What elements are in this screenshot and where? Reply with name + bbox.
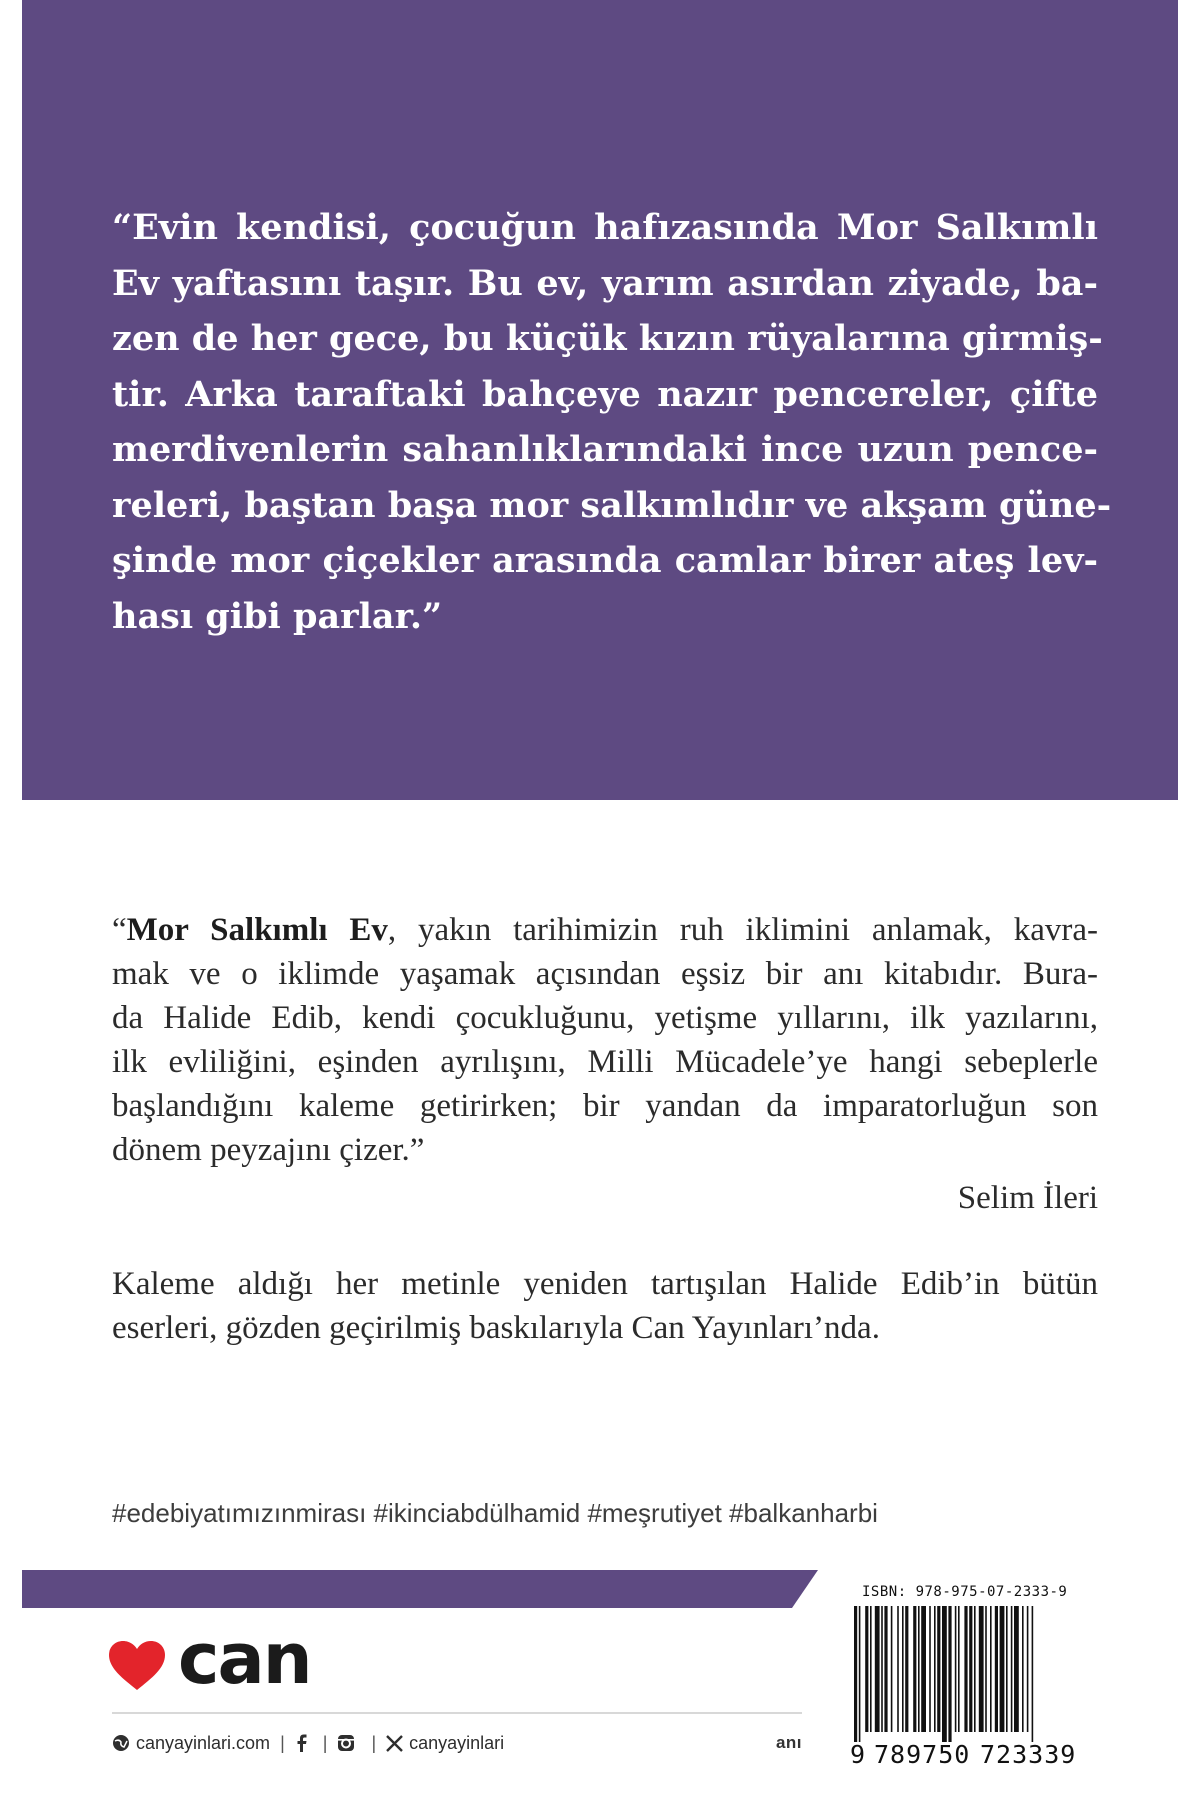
- barcode-bar: [918, 1606, 920, 1732]
- barcode-bar: [1000, 1606, 1005, 1732]
- barcode-bar: [1006, 1606, 1008, 1732]
- book-title: Mor Salkımlı Ev: [126, 912, 388, 948]
- quote-line: tir. Arka taraftaki bahçeye nazır pencereler, çifte: [112, 373, 1098, 415]
- barcode-bar: [985, 1606, 987, 1732]
- globe-icon: [112, 1734, 130, 1752]
- barcode-bar: [964, 1606, 967, 1732]
- barcode-bar: [1032, 1606, 1034, 1742]
- featured-quote: [112, 200, 1112, 644]
- barcode-group-right: 723339: [980, 1740, 1077, 1769]
- barcode-bar: [1022, 1606, 1024, 1732]
- barcode-bar: [1014, 1606, 1019, 1732]
- review-first-line-rest: , yakın tarihimizin ruh iklimini anlamak, kavra-: [387, 912, 1098, 948]
- barcode-bar: [929, 1606, 931, 1732]
- review-open-quote: “: [112, 912, 127, 948]
- barcode-bar: [948, 1606, 951, 1742]
- publisher-promo: [112, 1262, 1098, 1350]
- barcode-bar: [897, 1606, 899, 1732]
- isbn-barcode: [852, 1584, 1104, 1784]
- promo-line: eserleri, gözden geçirilmiş baskılarıyla Can Yayınları’nda.: [112, 1310, 880, 1346]
- hashtags: #edebiyatımızınmirası #ikinciabdülhamid #meşrutiyet #balkanharbi: [112, 1498, 878, 1528]
- quote-line: şinde mor çiçekler arasında camlar birer ateş lev-: [112, 540, 1098, 581]
- quote-line: merdivenlerin sahanlıklarındaki ince uzun pence-: [112, 429, 1098, 470]
- category-label: anı: [775, 1733, 802, 1752]
- barcode-bar: [870, 1606, 872, 1732]
- quote-line: hası gibi parlar.”: [112, 595, 443, 637]
- quote-line: “Evin kendisi, çocuğun hafızasında Mor Salkımlı: [112, 207, 1098, 248]
- barcode-bar: [1027, 1606, 1029, 1732]
- review-attribution: Selim İleri: [957, 1180, 1098, 1216]
- x-icon[interactable]: [386, 1735, 403, 1752]
- barcode-bar: [995, 1606, 998, 1732]
- review-line: [112, 908, 1098, 952]
- isbn-label: ISBN: 978-975-07-2333-9: [862, 1584, 1068, 1600]
- barcode-bar: [905, 1606, 908, 1732]
- barcode-group-left: 789750: [874, 1740, 971, 1769]
- facebook-icon[interactable]: [295, 1734, 307, 1752]
- barcode-bar: [942, 1606, 947, 1742]
- review-line: mak ve o iklimde yaşamak açısından eşsiz bir anı kitabıdır. Bura-: [112, 956, 1098, 992]
- barcode-bar: [969, 1606, 972, 1732]
- barcode-bar: [881, 1606, 883, 1732]
- review-quote: [112, 908, 1098, 1172]
- footer-divider: [112, 1712, 802, 1714]
- barcode-bar: [990, 1606, 992, 1732]
- barcode-bar: [937, 1606, 940, 1732]
- social-handle[interactable]: canyayinlari: [409, 1732, 505, 1753]
- barcode-bar: [934, 1606, 936, 1732]
- barcode-bar: [1011, 1606, 1013, 1732]
- logo-wordmark: can: [178, 1618, 311, 1700]
- heart-icon: [108, 1640, 166, 1692]
- barcode-bar: [902, 1606, 904, 1732]
- quote-line: releri, baştan başa mor salkımlıdır ve akşam güne-: [112, 484, 1112, 526]
- accent-band-shape: [22, 1570, 818, 1608]
- quote-line: zen de her gece, bu küçük kızın rüyalarına girmiş-: [112, 318, 1103, 359]
- accent-band: [22, 1570, 818, 1608]
- review-line: ilk evliliğini, eşinden ayrılışını, Milli Mücadele’ye hangi sebeplerle: [112, 1044, 1098, 1080]
- barcode-bars: [852, 1606, 1104, 1742]
- barcode-bar: [974, 1606, 976, 1732]
- barcode-bar: [854, 1606, 857, 1742]
- barcode-bar: [865, 1606, 868, 1732]
- review-line: başlandığını kaleme getirirken; bir yandan da imparatorluğun son: [112, 1088, 1098, 1124]
- barcode-lead-digit: 9: [850, 1740, 866, 1769]
- website-link[interactable]: canyayinlari.com: [136, 1732, 271, 1753]
- barcode-bar: [875, 1606, 880, 1732]
- publisher-footer: [112, 1728, 802, 1758]
- barcode-bar: [884, 1606, 887, 1732]
- barcode-bar: [979, 1606, 984, 1732]
- barcode-bar: [891, 1606, 893, 1732]
- separator: |: [280, 1732, 285, 1753]
- barcode-bar: [958, 1606, 960, 1732]
- barcode-bar: [913, 1606, 916, 1732]
- review-line: da Halide Edib, kendi çocukluğunu, yetişme yıllarını, ilk yazılarını,: [112, 1000, 1098, 1036]
- separator: |: [371, 1732, 377, 1753]
- quote-line: Ev yaftasını taşır. Bu ev, yarım asırdan ziyade, ba-: [112, 262, 1098, 304]
- can-logo: [108, 1618, 338, 1700]
- barcode-bar: [955, 1606, 957, 1732]
- promo-line: Kaleme aldığı her metinle yeniden tartışılan Halide Edib’in bütün: [112, 1266, 1098, 1302]
- purple-quote-panel: [22, 0, 1178, 800]
- review-line: dönem peyzajını çizer.”: [112, 1132, 425, 1168]
- book-back-cover: [22, 0, 1178, 1800]
- instagram-icon[interactable]: [337, 1734, 355, 1752]
- separator: |: [322, 1732, 328, 1753]
- barcode-bar: [859, 1606, 861, 1742]
- barcode-bar: [921, 1606, 926, 1732]
